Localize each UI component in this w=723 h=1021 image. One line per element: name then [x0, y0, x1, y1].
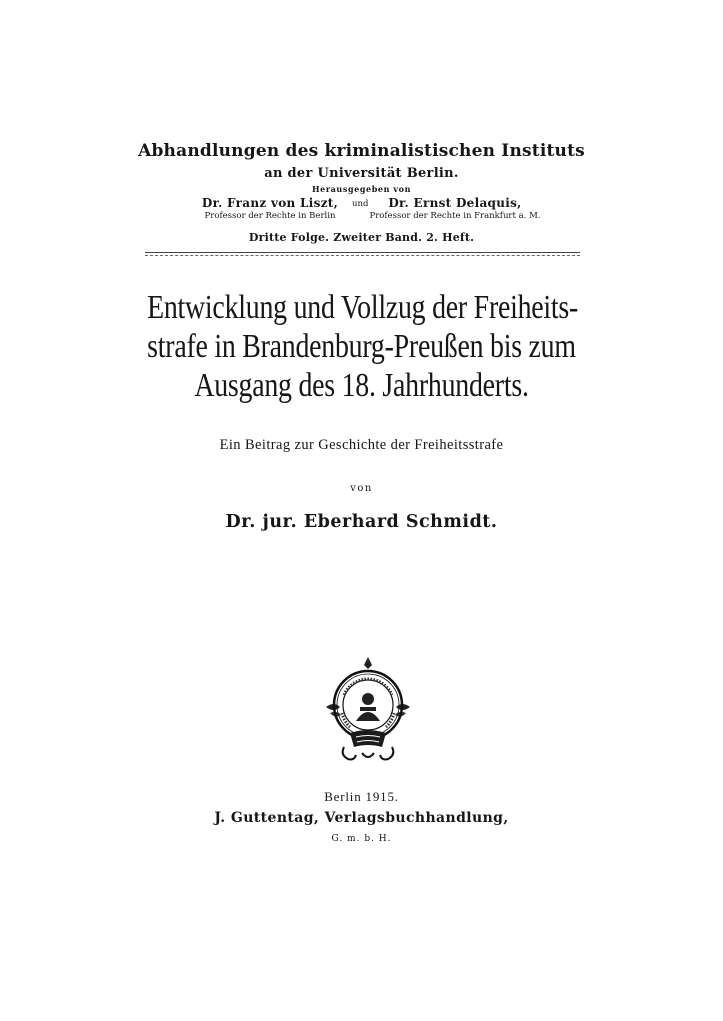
- author-name: Dr. jur. Eberhard Schmidt.: [225, 512, 498, 532]
- main-title-line: strafe in Brandenburg-Preußen bis zum: [147, 328, 576, 365]
- imprint-city-year: Berlin 1915.: [324, 789, 399, 804]
- editors-label: Herausgegeben von: [311, 184, 412, 194]
- series-subtitle: an der Universität Berlin.: [264, 166, 459, 181]
- imprint-publisher: J. Guttentag, Verlagsbuchhandlung,: [214, 810, 509, 826]
- editor-name: Dr. Ernst Delaquis,: [388, 196, 522, 210]
- publisher-seal-icon: [322, 655, 414, 763]
- issue-info: Dritte Folge. Zweiter Band. 2. Heft.: [248, 231, 475, 244]
- book-subtitle: Ein Beitrag zur Geschichte der Freiheitsstrafe: [219, 437, 504, 453]
- editor-liszt: [190, 196, 350, 221]
- main-title-line: Entwicklung und Vollzug der Freiheits-: [147, 289, 579, 326]
- editor-delaquis: [355, 196, 555, 221]
- imprint-company-form: G. m. b. H.: [331, 834, 392, 844]
- editor-role: Professor der Rechte in Berlin: [204, 211, 336, 221]
- divider-rule-dashed: [145, 255, 580, 256]
- main-title: [147, 288, 579, 405]
- editor-role: Professor der Rechte in Frankfurt a. M.: [369, 211, 541, 221]
- editor-name: Dr. Franz von Liszt,: [201, 196, 339, 210]
- main-title-line: Ausgang des 18. Jahrhunderts.: [194, 367, 529, 404]
- series-title: Abhandlungen des kriminalistischen Instituts: [138, 141, 585, 161]
- divider-rule: [145, 252, 580, 253]
- editor-conjunction: und: [352, 199, 369, 209]
- by-label: von: [350, 483, 373, 494]
